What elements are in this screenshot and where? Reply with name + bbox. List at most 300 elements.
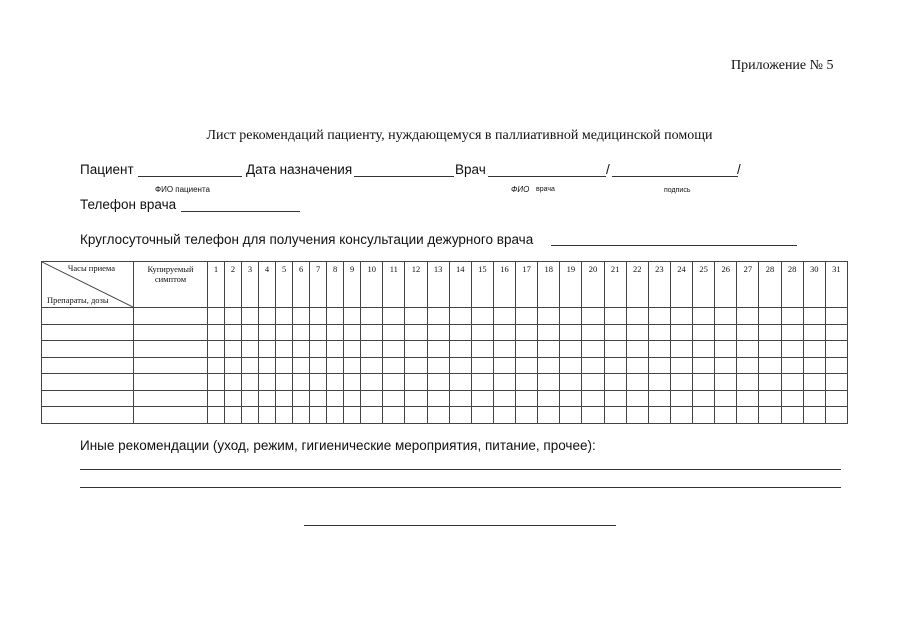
day-cell[interactable] (293, 324, 310, 341)
day-cell[interactable] (781, 407, 803, 424)
day-cell[interactable] (327, 308, 344, 325)
table-row (42, 357, 848, 374)
symptom-cell[interactable] (134, 357, 208, 374)
day-cell[interactable] (715, 308, 737, 325)
day-cell[interactable] (449, 390, 471, 407)
day-header: 12 (405, 262, 427, 308)
day-cell[interactable] (538, 407, 560, 424)
day-cell[interactable] (276, 341, 293, 358)
hours-drugs-header-cell (42, 262, 134, 308)
day-cell[interactable] (427, 374, 449, 391)
day-header: 17 (516, 262, 538, 308)
day-cell[interactable] (781, 324, 803, 341)
day-cell[interactable] (560, 390, 582, 407)
day-cell[interactable] (759, 324, 781, 341)
day-cell[interactable] (310, 324, 327, 341)
table-row (42, 324, 848, 341)
day-cell[interactable] (361, 374, 383, 391)
day-header: 4 (259, 262, 276, 308)
day-cell[interactable] (715, 407, 737, 424)
day-cell[interactable] (449, 374, 471, 391)
day-cell[interactable] (560, 357, 582, 374)
day-cell[interactable] (626, 324, 648, 341)
day-cell[interactable] (449, 324, 471, 341)
day-cell[interactable] (344, 357, 361, 374)
day-cell[interactable] (670, 357, 692, 374)
day-cell[interactable] (670, 407, 692, 424)
day-cell[interactable] (604, 308, 626, 325)
day-cell[interactable] (427, 324, 449, 341)
day-cell[interactable] (582, 324, 604, 341)
day-cell[interactable] (493, 341, 515, 358)
doctor-name-field[interactable] (488, 176, 606, 177)
day-cell[interactable] (693, 407, 715, 424)
day-cell[interactable] (516, 407, 538, 424)
day-cell[interactable] (361, 407, 383, 424)
day-cell[interactable] (737, 324, 759, 341)
day-cell[interactable] (383, 390, 405, 407)
page-title: Лист рекомендаций пациенту, нуждающемуся в паллиативной медицинской помощи (206, 128, 713, 143)
day-cell[interactable] (648, 374, 670, 391)
symptom-cell[interactable] (134, 374, 208, 391)
day-cell[interactable] (737, 374, 759, 391)
day-cell[interactable] (361, 390, 383, 407)
day-cell[interactable] (383, 308, 405, 325)
day-header: 22 (626, 262, 648, 308)
day-cell[interactable] (383, 357, 405, 374)
patient-name-field[interactable] (138, 176, 242, 177)
day-cell[interactable] (405, 407, 427, 424)
day-cell[interactable] (493, 390, 515, 407)
day-cell[interactable] (427, 341, 449, 358)
day-cell[interactable] (225, 374, 242, 391)
day-cell[interactable] (225, 357, 242, 374)
day-cell[interactable] (449, 407, 471, 424)
day-cell[interactable] (715, 341, 737, 358)
drugs-header: Препараты, дозы (47, 295, 109, 305)
day-cell[interactable] (693, 341, 715, 358)
day-cell[interactable] (803, 341, 825, 358)
day-cell[interactable] (405, 390, 427, 407)
day-cell[interactable] (715, 357, 737, 374)
day-cell[interactable] (293, 341, 310, 358)
day-header: 6 (293, 262, 310, 308)
day-cell[interactable] (670, 374, 692, 391)
day-cell[interactable] (781, 374, 803, 391)
day-cell[interactable] (781, 357, 803, 374)
day-cell[interactable] (293, 374, 310, 391)
day-cell[interactable] (493, 308, 515, 325)
date-field[interactable] (354, 176, 454, 177)
day-cell[interactable] (516, 357, 538, 374)
day-header: 28 (759, 262, 781, 308)
day-header: 7 (310, 262, 327, 308)
day-cell[interactable] (604, 341, 626, 358)
day-cell[interactable] (293, 407, 310, 424)
day-header: 19 (560, 262, 582, 308)
day-cell[interactable] (582, 308, 604, 325)
patient-label: Пациент (80, 162, 134, 177)
day-cell[interactable] (648, 407, 670, 424)
day-cell[interactable] (276, 407, 293, 424)
day-cell[interactable] (759, 390, 781, 407)
day-cell[interactable] (803, 308, 825, 325)
day-cell[interactable] (259, 324, 276, 341)
doctor-label: Врач (455, 162, 486, 177)
drug-cell[interactable] (42, 324, 134, 341)
drug-cell[interactable] (42, 341, 134, 358)
day-cell[interactable] (361, 357, 383, 374)
day-cell[interactable] (604, 357, 626, 374)
day-cell[interactable] (405, 374, 427, 391)
day-header: 23 (648, 262, 670, 308)
day-cell[interactable] (582, 407, 604, 424)
symptom-header-cell (134, 262, 208, 308)
day-cell[interactable] (259, 374, 276, 391)
symptom-cell[interactable] (134, 390, 208, 407)
day-cell[interactable] (493, 374, 515, 391)
day-cell[interactable] (471, 390, 493, 407)
day-cell[interactable] (825, 407, 847, 424)
day-cell[interactable] (293, 357, 310, 374)
recommendations-line-2[interactable] (80, 487, 841, 488)
hotline-label: Круглосуточный телефон для получения консультации дежурного врача (80, 232, 534, 247)
day-cell[interactable] (825, 374, 847, 391)
patient-caption: ФИО пациента (155, 185, 210, 194)
day-cell[interactable] (225, 324, 242, 341)
slash-separator-1: / (606, 162, 610, 177)
day-cell[interactable] (781, 341, 803, 358)
recommendations-line-1[interactable] (80, 469, 841, 470)
day-header: 31 (825, 262, 847, 308)
day-cell[interactable] (693, 390, 715, 407)
day-cell[interactable] (242, 324, 259, 341)
table-row (42, 407, 848, 424)
doctor-phone-field[interactable] (181, 211, 300, 212)
date-label: Дата назначения (246, 162, 353, 177)
day-header: 20 (582, 262, 604, 308)
day-cell[interactable] (825, 308, 847, 325)
day-cell[interactable] (604, 324, 626, 341)
day-cell[interactable] (361, 308, 383, 325)
day-cell[interactable] (803, 407, 825, 424)
day-cell[interactable] (471, 357, 493, 374)
day-cell[interactable] (276, 324, 293, 341)
day-cell[interactable] (493, 357, 515, 374)
day-cell[interactable] (225, 390, 242, 407)
day-header: 25 (693, 262, 715, 308)
day-cell[interactable] (803, 374, 825, 391)
day-cell[interactable] (493, 324, 515, 341)
symptom-cell[interactable] (134, 308, 208, 325)
day-cell[interactable] (538, 324, 560, 341)
day-cell[interactable] (344, 374, 361, 391)
day-cell[interactable] (538, 341, 560, 358)
day-cell[interactable] (242, 374, 259, 391)
day-cell[interactable] (383, 341, 405, 358)
day-cell[interactable] (670, 324, 692, 341)
day-cell[interactable] (604, 390, 626, 407)
day-cell[interactable] (737, 407, 759, 424)
day-header: 8 (327, 262, 344, 308)
day-header: 3 (242, 262, 259, 308)
day-cell[interactable] (310, 407, 327, 424)
day-cell[interactable] (737, 341, 759, 358)
day-cell[interactable] (242, 390, 259, 407)
day-cell[interactable] (759, 407, 781, 424)
day-header: 16 (493, 262, 515, 308)
day-cell[interactable] (582, 374, 604, 391)
day-cell[interactable] (361, 324, 383, 341)
table-row (42, 341, 848, 358)
day-header: 15 (471, 262, 493, 308)
day-cell[interactable] (361, 341, 383, 358)
signature-line[interactable] (304, 525, 616, 526)
drug-cell[interactable] (42, 308, 134, 325)
day-cell[interactable] (310, 357, 327, 374)
day-header: 18 (538, 262, 560, 308)
signature-caption: подпись (664, 187, 691, 194)
day-cell[interactable] (825, 390, 847, 407)
day-cell[interactable] (759, 341, 781, 358)
day-cell[interactable] (327, 390, 344, 407)
hours-header: Часы приема (67, 263, 115, 273)
day-header: 14 (449, 262, 471, 308)
day-cell[interactable] (471, 324, 493, 341)
day-header: 27 (737, 262, 759, 308)
day-cell[interactable] (737, 357, 759, 374)
day-cell[interactable] (803, 357, 825, 374)
day-cell[interactable] (626, 407, 648, 424)
day-cell[interactable] (648, 357, 670, 374)
day-cell[interactable] (825, 357, 847, 374)
day-cell[interactable] (225, 407, 242, 424)
day-cell[interactable] (259, 341, 276, 358)
day-header: 5 (276, 262, 293, 308)
day-cell[interactable] (449, 308, 471, 325)
day-cell[interactable] (626, 341, 648, 358)
table-header-row (42, 262, 848, 308)
day-header: 11 (383, 262, 405, 308)
day-cell[interactable] (208, 341, 225, 358)
day-cell[interactable] (225, 308, 242, 325)
day-header: 24 (670, 262, 692, 308)
day-header: 21 (604, 262, 626, 308)
day-cell[interactable] (604, 374, 626, 391)
day-cell[interactable] (471, 341, 493, 358)
drug-cell[interactable] (42, 390, 134, 407)
day-cell[interactable] (344, 308, 361, 325)
day-cell[interactable] (471, 407, 493, 424)
day-cell[interactable] (560, 341, 582, 358)
day-header: 9 (344, 262, 361, 308)
day-cell[interactable] (715, 390, 737, 407)
day-cell[interactable] (427, 308, 449, 325)
day-cell[interactable] (582, 357, 604, 374)
day-cell[interactable] (327, 374, 344, 391)
table-row (42, 374, 848, 391)
day-header: 28 (781, 262, 803, 308)
day-cell[interactable] (516, 308, 538, 325)
day-cell[interactable] (626, 357, 648, 374)
doctor-phone-label: Телефон врача (80, 197, 177, 212)
day-cell[interactable] (427, 407, 449, 424)
day-cell[interactable] (405, 308, 427, 325)
symptom-cell[interactable] (134, 324, 208, 341)
day-cell[interactable] (259, 357, 276, 374)
day-cell[interactable] (516, 341, 538, 358)
slash-separator-2: / (737, 162, 741, 177)
day-cell[interactable] (471, 308, 493, 325)
day-cell[interactable] (803, 390, 825, 407)
day-cell[interactable] (344, 390, 361, 407)
day-cell[interactable] (560, 374, 582, 391)
symptom-header-line-1: Купируемый (147, 264, 194, 274)
doctor-caption-1: ФИО (511, 185, 530, 194)
recommendation-table (41, 261, 848, 424)
day-cell[interactable] (383, 407, 405, 424)
drug-cell[interactable] (42, 407, 134, 424)
day-cell[interactable] (759, 308, 781, 325)
day-cell[interactable] (344, 407, 361, 424)
day-cell[interactable] (737, 308, 759, 325)
day-header: 13 (427, 262, 449, 308)
day-cell[interactable] (538, 308, 560, 325)
symptom-header-line-2: симптом (154, 274, 187, 284)
day-cell[interactable] (208, 308, 225, 325)
day-cell[interactable] (276, 308, 293, 325)
day-cell[interactable] (276, 357, 293, 374)
day-cell[interactable] (582, 390, 604, 407)
other-recommendations-label: Иные рекомендации (уход, режим, гигиенические мероприятия, питание, прочее): (80, 438, 596, 453)
day-cell[interactable] (715, 374, 737, 391)
day-cell[interactable] (208, 374, 225, 391)
doctor-caption-2: врача (536, 186, 555, 193)
day-cell[interactable] (327, 357, 344, 374)
day-cell[interactable] (242, 341, 259, 358)
day-cell[interactable] (208, 407, 225, 424)
day-cell[interactable] (670, 341, 692, 358)
day-cell[interactable] (405, 357, 427, 374)
day-cell[interactable] (693, 357, 715, 374)
day-cell[interactable] (626, 308, 648, 325)
day-cell[interactable] (310, 390, 327, 407)
day-cell[interactable] (225, 341, 242, 358)
day-cell[interactable] (648, 308, 670, 325)
day-cell[interactable] (670, 308, 692, 325)
day-cell[interactable] (427, 390, 449, 407)
day-cell[interactable] (781, 308, 803, 325)
day-cell[interactable] (803, 324, 825, 341)
day-cell[interactable] (471, 374, 493, 391)
day-header: 1 (208, 262, 225, 308)
day-cell[interactable] (208, 390, 225, 407)
day-cell[interactable] (626, 390, 648, 407)
day-cell[interactable] (242, 357, 259, 374)
day-cell[interactable] (327, 407, 344, 424)
appendix-label: Приложение № 5 (731, 58, 834, 73)
day-cell[interactable] (648, 341, 670, 358)
day-cell[interactable] (449, 357, 471, 374)
symptom-cell[interactable] (134, 407, 208, 424)
day-cell[interactable] (276, 374, 293, 391)
table-row (42, 308, 848, 325)
day-cell[interactable] (516, 390, 538, 407)
drug-cell[interactable] (42, 374, 134, 391)
day-cell[interactable] (327, 341, 344, 358)
day-cell[interactable] (383, 324, 405, 341)
day-cell[interactable] (327, 324, 344, 341)
day-cell[interactable] (825, 324, 847, 341)
day-cell[interactable] (582, 341, 604, 358)
drug-cell[interactable] (42, 357, 134, 374)
day-cell[interactable] (560, 308, 582, 325)
day-cell[interactable] (208, 357, 225, 374)
day-cell[interactable] (383, 374, 405, 391)
symptom-cell[interactable] (134, 341, 208, 358)
day-cell[interactable] (449, 341, 471, 358)
day-cell[interactable] (538, 390, 560, 407)
day-cell[interactable] (781, 390, 803, 407)
day-cell[interactable] (693, 324, 715, 341)
day-cell[interactable] (310, 308, 327, 325)
day-cell[interactable] (516, 324, 538, 341)
day-cell[interactable] (276, 390, 293, 407)
day-cell[interactable] (759, 374, 781, 391)
day-header: 26 (715, 262, 737, 308)
day-cell[interactable] (538, 374, 560, 391)
day-cell[interactable] (293, 308, 310, 325)
day-cell[interactable] (344, 324, 361, 341)
day-header: 30 (803, 262, 825, 308)
day-cell[interactable] (560, 324, 582, 341)
day-cell[interactable] (825, 341, 847, 358)
day-cell[interactable] (670, 390, 692, 407)
day-cell[interactable] (310, 341, 327, 358)
day-header: 10 (361, 262, 383, 308)
day-cell[interactable] (693, 308, 715, 325)
day-cell[interactable] (693, 374, 715, 391)
day-cell[interactable] (259, 407, 276, 424)
day-cell[interactable] (259, 390, 276, 407)
day-cell[interactable] (759, 357, 781, 374)
day-cell[interactable] (626, 374, 648, 391)
day-cell[interactable] (344, 341, 361, 358)
day-cell[interactable] (493, 407, 515, 424)
day-cell[interactable] (427, 357, 449, 374)
doctor-signature-field[interactable] (612, 176, 738, 177)
day-cell[interactable] (715, 324, 737, 341)
day-header: 2 (225, 262, 242, 308)
day-cell[interactable] (242, 407, 259, 424)
day-cell[interactable] (259, 308, 276, 325)
table-row (42, 390, 848, 407)
day-cell[interactable] (405, 341, 427, 358)
day-cell[interactable] (310, 374, 327, 391)
day-cell[interactable] (648, 390, 670, 407)
hotline-phone-field[interactable] (551, 245, 797, 246)
day-cell[interactable] (242, 308, 259, 325)
day-cell[interactable] (405, 324, 427, 341)
day-cell[interactable] (208, 324, 225, 341)
day-cell[interactable] (560, 407, 582, 424)
day-cell[interactable] (737, 390, 759, 407)
day-cell[interactable] (604, 407, 626, 424)
day-cell[interactable] (538, 357, 560, 374)
day-cell[interactable] (516, 374, 538, 391)
day-cell[interactable] (648, 324, 670, 341)
day-cell[interactable] (293, 390, 310, 407)
